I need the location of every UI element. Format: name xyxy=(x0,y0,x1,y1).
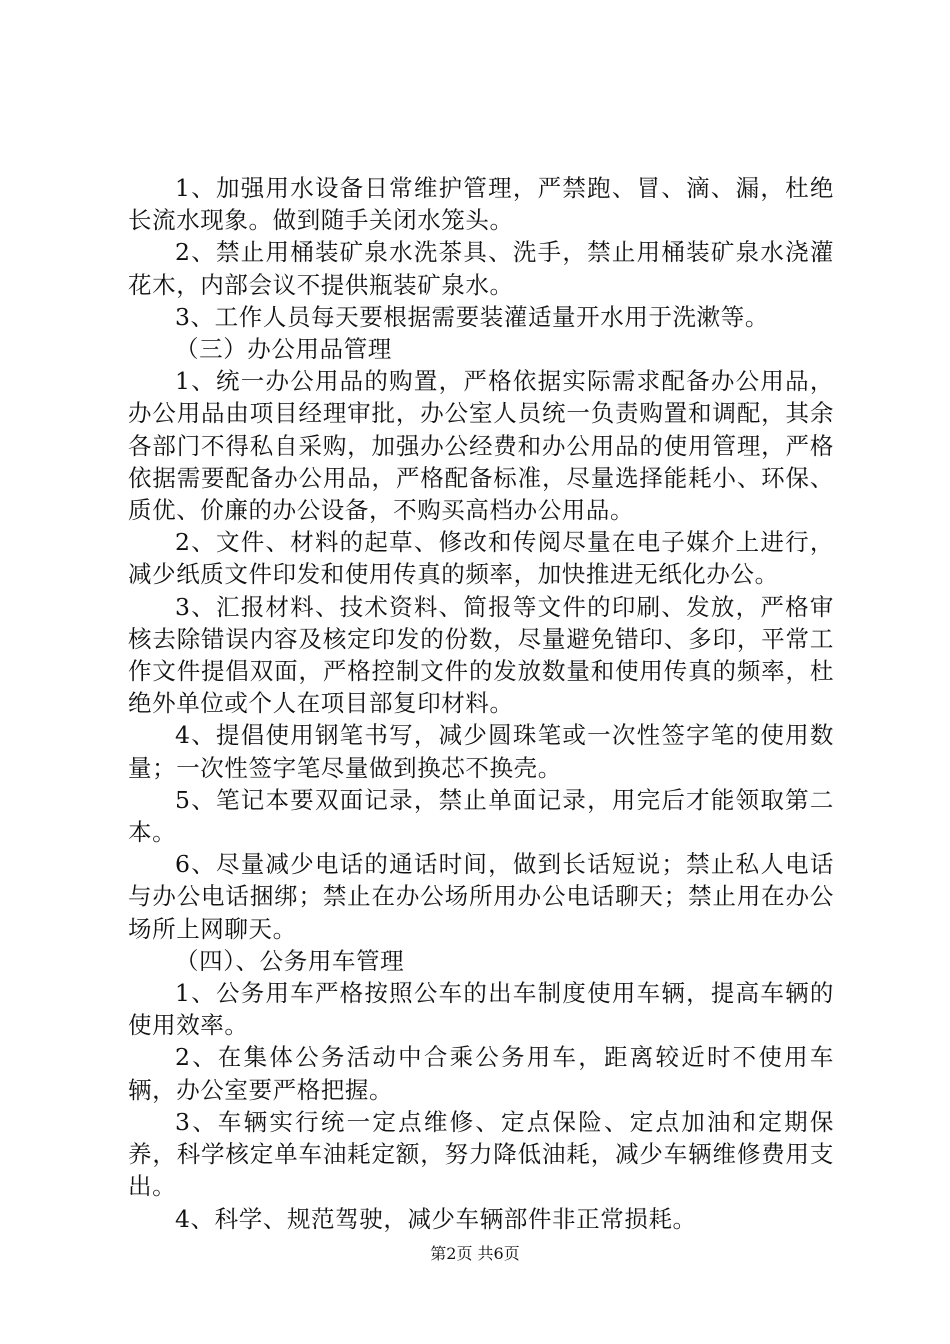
section-heading-office-supplies: （三）办公用品管理 xyxy=(175,335,392,364)
paragraph-supplies-4: 4、提倡使用钢笔书写，减少圆珠笔或一次性签字笔的使用数量；一次性签字笔尽量做到换芯不换壳。 xyxy=(128,721,834,782)
paragraph-water-3: 3、工作人员每天要根据需要装灌适量开水用于洗漱等。 xyxy=(175,302,769,331)
paragraph-supplies-6: 6、尽量减少电话的通话时间，做到长话短说；禁止私人电话与办公电话捆绑；禁止在办公场所用办公电话聊天；禁止用在办公场所上网聊天。 xyxy=(128,850,834,943)
section-heading-vehicles: （四）、公务用车管理 xyxy=(175,946,405,975)
paragraph-supplies-1: 1、统一办公用品的购置，严格依据实际需求配备办公用品，办公用品由项目经理审批，办公室人员统一负责购置和调配，其余各部门不得私自采购，加强办公经费和办公用品的使用管理，严格依据需要配备办公用品，严格配备标准，尽量选择能耗小、环保、质优、价廉的办公设备，不购买高档办公用品。 xyxy=(128,367,834,525)
paragraph-water-2: 2、禁止用桶装矿泉水洗茶具、洗手，禁止用桶装矿泉水浇灌花木，内部会议不提供瓶装矿泉水。 xyxy=(128,238,834,299)
document-body xyxy=(128,172,834,1235)
page-number-footer: 第2页 共6页 xyxy=(430,1244,520,1263)
paragraph-vehicles-4: 4、科学、规范驾驶，减少车辆部件非正常损耗。 xyxy=(175,1204,697,1233)
paragraph-vehicles-3: 3、车辆实行统一定点维修、定点保险、定点加油和定期保养，科学核定单车油耗定额，努力降低油耗，减少车辆维修费用支出。 xyxy=(128,1107,834,1201)
paragraph-supplies-3: 3、汇报材料、技术资料、简报等文件的印刷、发放，严格审核去除错误内容及核定印发的份数，尽量避免错印、多印，平常工作文件提倡双面，严格控制文件的发放数量和使用传真的频率，杜绝外单位或个人在项目部复印材料。 xyxy=(128,592,834,718)
paragraph-vehicles-2: 2、在集体公务活动中合乘公务用车，距离较近时不使用车辆，办公室要严格把握。 xyxy=(128,1043,834,1104)
paragraph-supplies-5: 5、笔记本要双面记录，禁止单面记录，用完后才能领取第二本。 xyxy=(128,785,834,847)
paragraph-water-1: 1、加强用水设备日常维护管理，严禁跑、冒、滴、漏，杜绝长流水现象。做到随手关闭水笼头。 xyxy=(128,174,834,235)
paragraph-vehicles-1: 1、公务用车严格按照公车的出车制度使用车辆，提高车辆的使用效率。 xyxy=(128,979,834,1040)
paragraph-supplies-2: 2、文件、材料的起草、修改和传阅尽量在电子媒介上进行，减少纸质文件印发和使用传真的频率，加快推进无纸化办公。 xyxy=(128,528,834,589)
